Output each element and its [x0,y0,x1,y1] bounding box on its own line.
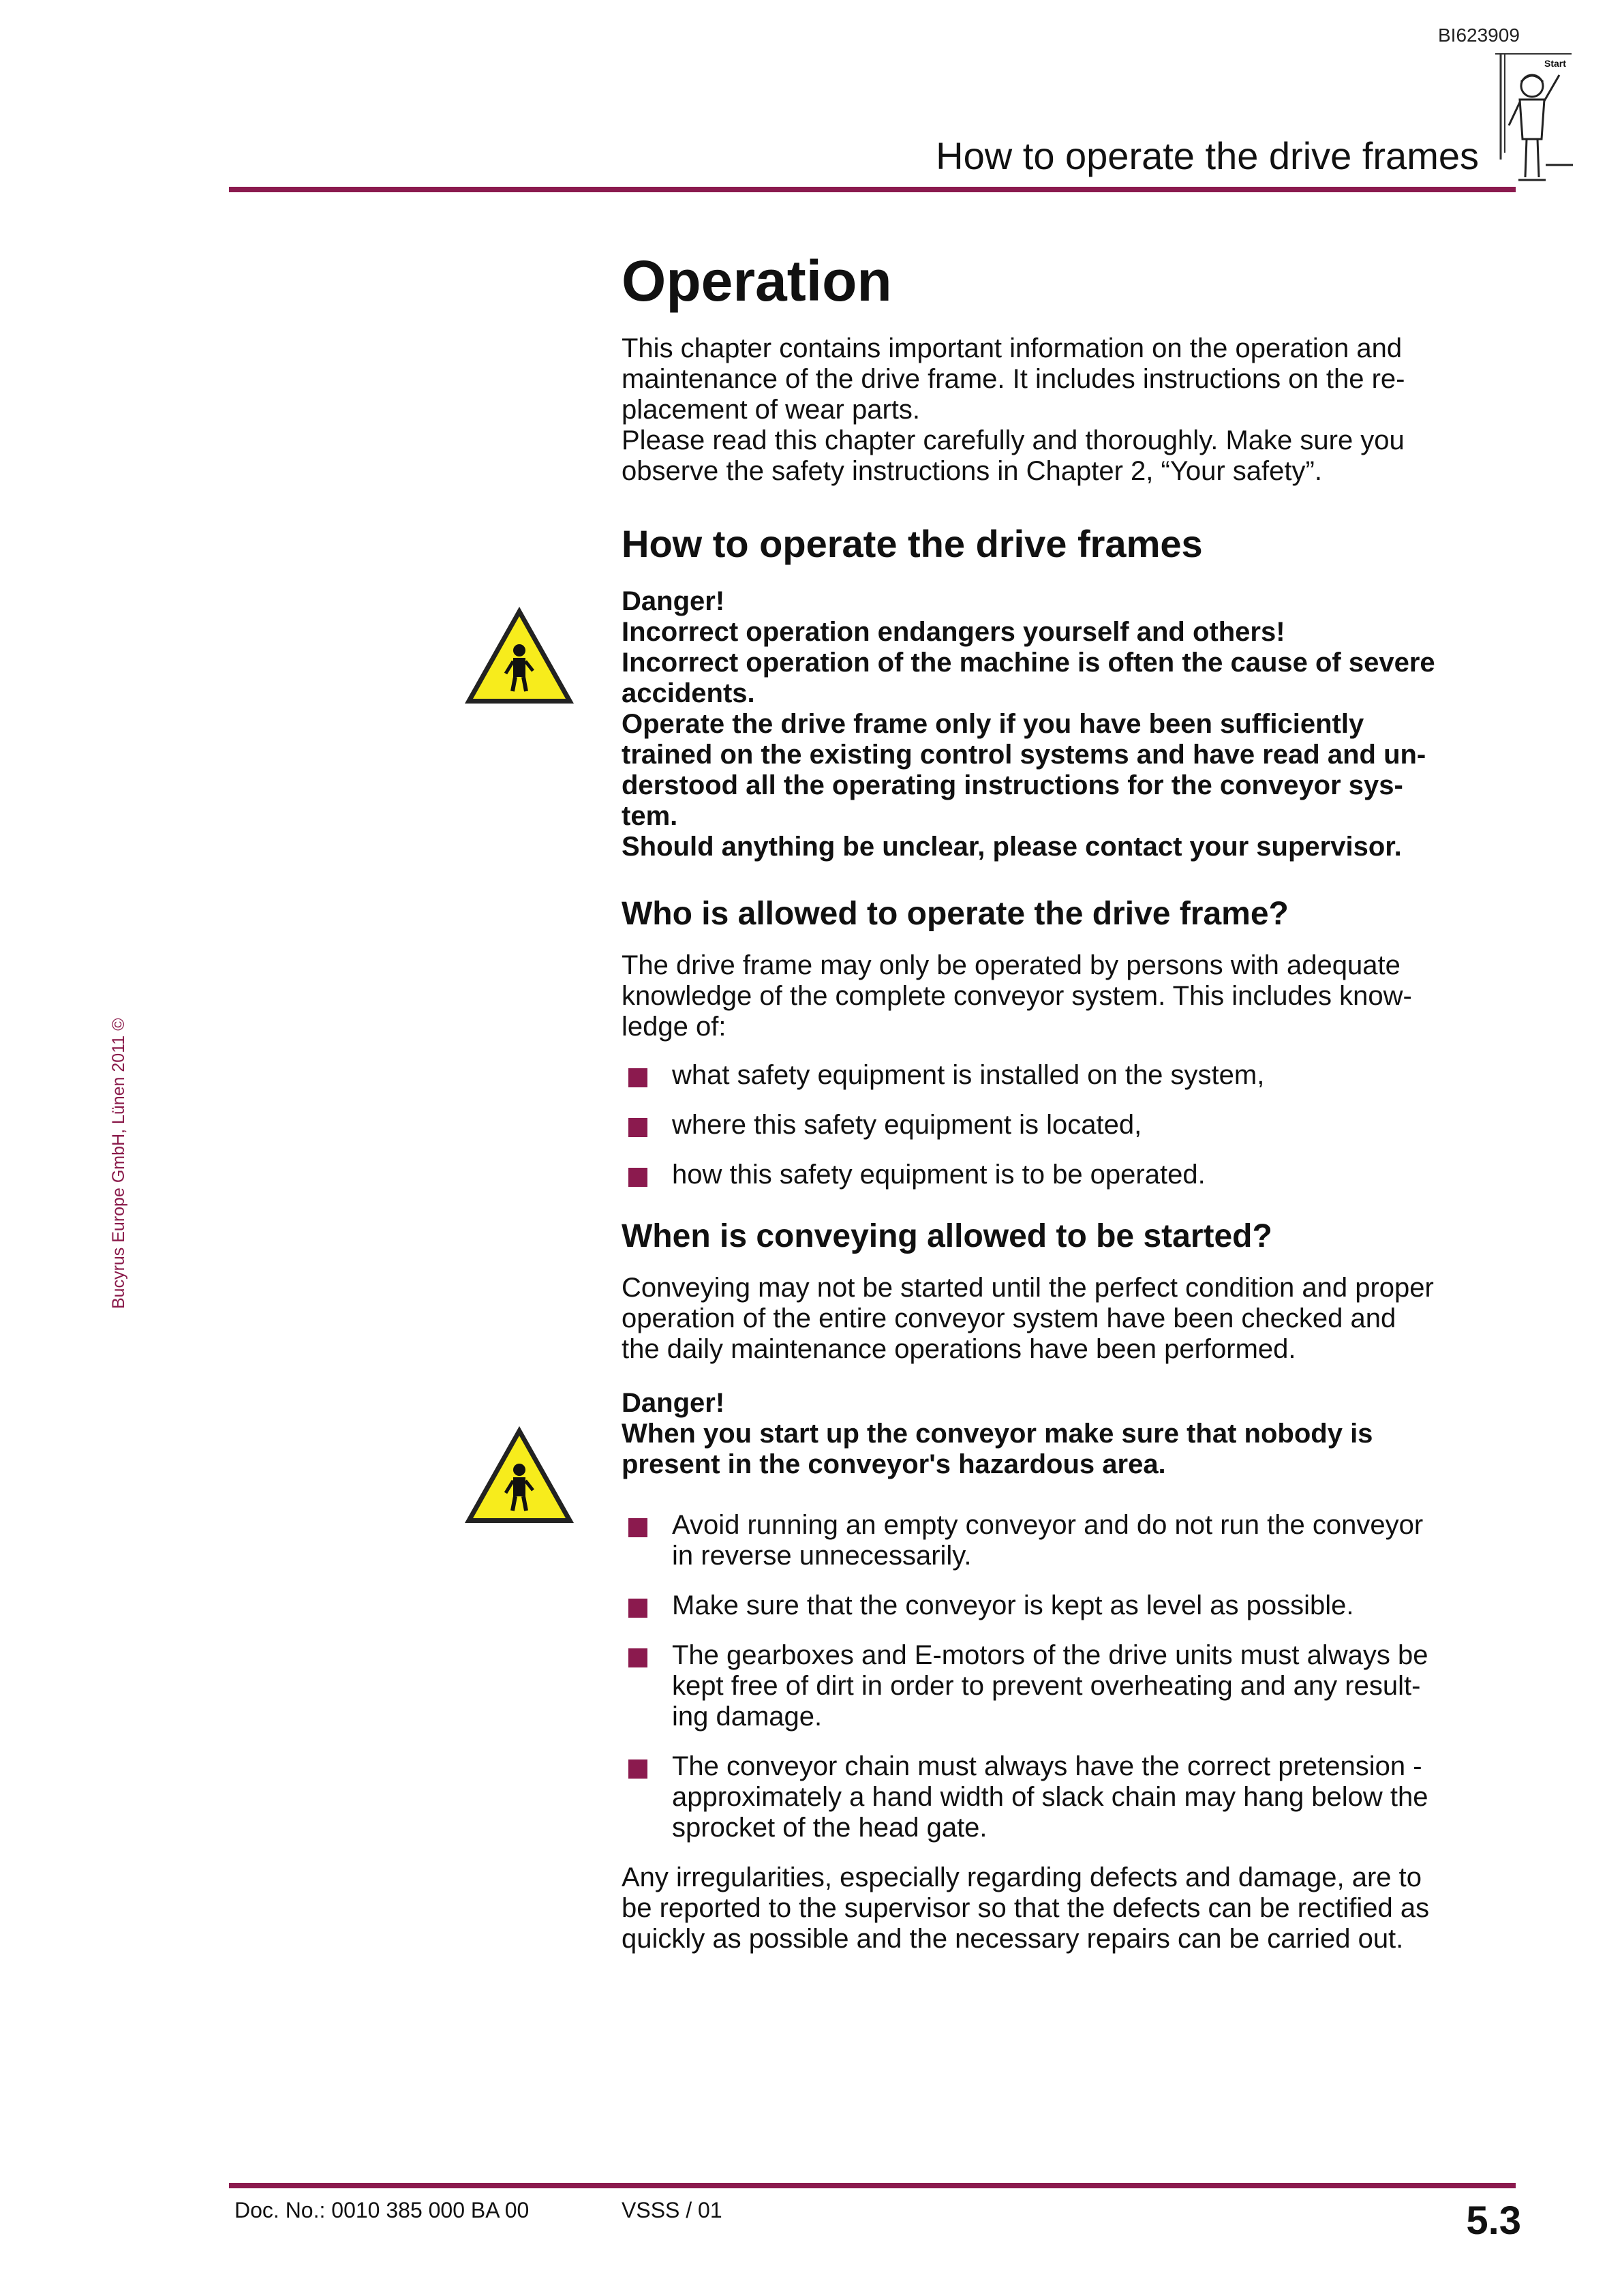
when-heading: When is conveying allowed to be started? [622,1218,1272,1255]
list-item [622,1160,1518,1190]
intro-paragraph: This chapter contains important information on the operation and maintenance of the drive frame. It includes instructions on the re- placement of wear parts. Please read this chapter carefully and thoroughly. Make sure you observe the safety instructions in Chapter 2, “Your safety”. [622,333,1405,486]
square-bullet-icon [628,1118,647,1137]
square-bullet-icon [628,1068,647,1087]
header-divider [229,187,1516,192]
danger-warning-icon [461,603,578,708]
who-paragraph: The drive frame may only be operated by persons with adequate knowledge of the complete conveyor system. This includes know- ledge of: [622,950,1412,1042]
section-heading: How to operate the drive frames [622,522,1203,565]
list-item [622,1110,1518,1141]
list-item [622,1510,1518,1571]
footer-document-number: Doc. No.: 0010 385 000 BA 00 [234,2198,530,2222]
list-item-text: Avoid running an empty conveyor and do not run the conveyor in reverse unnecessarily. [672,1510,1424,1571]
list-item [622,1640,1518,1732]
list-item [622,1751,1518,1843]
page-title: Operation [622,249,892,313]
who-heading: Who is allowed to operate the drive frame? [622,895,1289,932]
list-item [622,1590,1518,1621]
square-bullet-icon [628,1648,647,1667]
square-bullet-icon [628,1518,647,1537]
list-item-text: Make sure that the conveyor is kept as level as possible. [672,1590,1354,1621]
header-title: How to operate the drive frames [936,134,1479,177]
list-item-text: where this safety equipment is located, [672,1110,1142,1141]
danger-notice-operation: Danger! Incorrect operation endangers yourself and others! Incorrect operation of the machine is often the cause of severe accidents. Operate the drive frame only if you have been sufficiently trained on the existing control systems and have read and un- derstood all the operating instructions for the conveyor sys- tem. Should anything be unclear, please contact your supervisor. [622,586,1435,862]
when-paragraph: Conveying may not be started until the perfect condition and proper operation of the entire conveyor system have been checked and the daily maintenance operations have been performed. [622,1273,1434,1365]
list-item-text: The conveyor chain must always have the correct pretension - approximately a hand width of slack chain may hang below the sprocket of the head gate. [672,1751,1428,1843]
square-bullet-icon [628,1759,647,1779]
square-bullet-icon [628,1168,647,1187]
danger-notice-startup: Danger! When you start up the conveyor make sure that nobody is present in the conveyor's hazardous area. [622,1388,1373,1480]
start-label: Start [1544,58,1566,69]
list-item-text: how this safety equipment is to be operated. [672,1160,1206,1190]
list-item [622,1060,1518,1091]
closing-paragraph: Any irregularities, especially regarding defects and damage, are to be reported to the supervisor so that the defects can be rectified as quickly as possible and the necessary repairs can be carried out. [622,1862,1430,1954]
copyright-note: Bucyrus Europe GmbH, Lünen 2011 © [109,1018,128,1309]
footer-divider [229,2183,1516,2188]
footer-version: VSSS / 01 [622,2198,722,2222]
list-item-text: The gearboxes and E-motors of the drive units must always be kept free of dirt in order to prevent overheating and any result- ing damage. [672,1640,1428,1732]
main-content [622,248,1518,1954]
list-item-text: what safety equipment is installed on the system, [672,1060,1265,1091]
square-bullet-icon [628,1599,647,1618]
who-list [622,1060,1518,1190]
page-number: 5.3 [1466,2199,1521,2243]
document-id: BI623909 [1438,25,1520,46]
start-operator-icon [1491,50,1576,187]
danger-warning-icon [461,1422,578,1527]
rules-list [622,1510,1518,1843]
